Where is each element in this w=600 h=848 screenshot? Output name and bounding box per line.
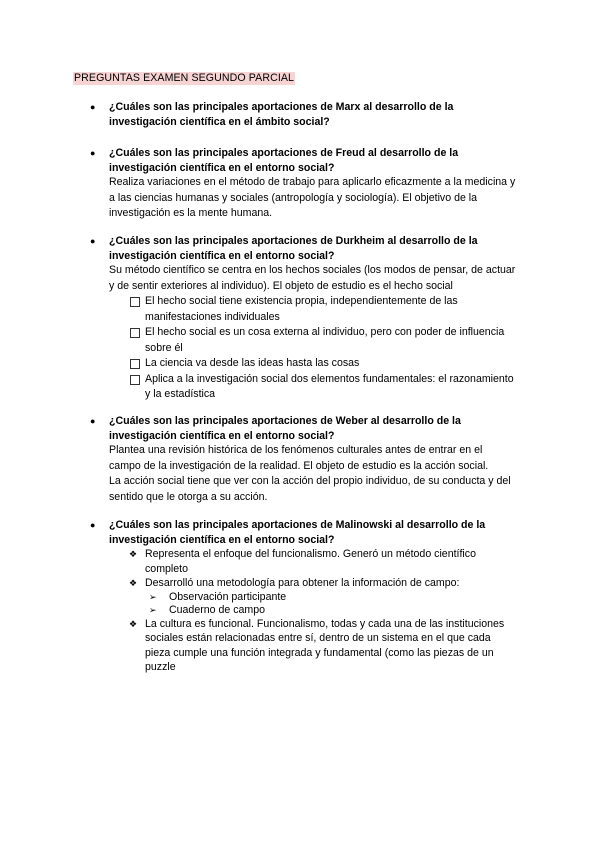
checkbox-list: [109, 294, 517, 403]
diamond-bullet-icon: ❖: [129, 618, 138, 629]
arrow-bullet-icon: ➢: [149, 591, 157, 602]
subpoint-item: [129, 591, 517, 604]
checkbox-item: [129, 294, 517, 325]
point-text: Desarrolló una metodología para obtener la información de campo:: [145, 577, 460, 589]
point-list: [109, 547, 517, 675]
question-durkheim: [87, 234, 517, 403]
bullet-icon: ●: [90, 236, 96, 246]
document-title: PREGUNTAS EXAMEN SEGUNDO PARCIAL: [74, 72, 295, 84]
checkbox-label: Aplica a la investigación social dos elementos fundamentales: el razonamiento y la estadística: [145, 372, 514, 400]
answer-text: Plantea una revisión histórica de los fenómenos culturales antes de entrar en el campo de la investigación de la realidad. El objeto de estudio es la acción social.: [109, 444, 489, 472]
question-text: ¿Cuáles son las principales aportaciones de Weber al desarrollo de la investigación científica en el entorno social?: [109, 415, 461, 442]
question-marx: [87, 100, 517, 129]
bullet-icon: ●: [90, 102, 96, 112]
checkbox-icon: [130, 359, 140, 369]
checkbox-item: [129, 325, 517, 356]
question-text: ¿Cuáles son las principales aportaciones de Durkheim al desarrollo de la investigación científica en el entorno social?: [109, 235, 478, 262]
checkbox-label: El hecho social tiene existencia propia, independientemente de las manifestaciones individuales: [145, 295, 458, 323]
question-text: ¿Cuáles son las principales aportaciones de Malinowski al desarrollo de la investigación científica en el entorno social?: [109, 519, 486, 546]
answer-text: Realiza variaciones en el método de trabajo para aplicarlo eficazmente a la medicina y a las ciencias humanas y sociales (antropología y sociología). El objetivo de la investigación es la mente humana.: [109, 176, 516, 219]
checkbox-label: El hecho social es un cosa externa al individuo, pero con poder de influencia sobre él: [145, 326, 505, 354]
question-weber: [87, 414, 517, 505]
subpoint-text: Observación participante: [169, 590, 287, 603]
question-text: ¿Cuáles son las principales aportaciones de Marx al desarrollo de la investigación científica en el ámbito social?: [109, 101, 454, 128]
point-item: [129, 617, 517, 675]
point-item: [129, 576, 517, 591]
checkbox-icon: [130, 297, 140, 307]
question-text: ¿Cuáles son las principales aportaciones de Freud al desarrollo de la investigación científica en el entorno social?: [109, 147, 459, 174]
bullet-icon: ●: [90, 148, 96, 158]
checkbox-label: La ciencia va desde las ideas hasta las cosas: [145, 357, 360, 369]
point-item: [129, 547, 517, 576]
diamond-bullet-icon: ❖: [129, 549, 138, 559]
checkbox-icon: [130, 375, 140, 385]
checkbox-item: [129, 372, 517, 403]
question-malinowski: [87, 518, 517, 675]
subpoint-item: [129, 604, 517, 617]
point-text: La cultura es funcional. Funcionalismo, todas y cada una de las instituciones sociales están relacionadas entre sí, dentro de un sistema en el que cada pieza cumple una función integrada y fundamental (como las piezas de un puzzle: [145, 617, 505, 673]
bullet-icon: ●: [90, 520, 96, 530]
diamond-bullet-icon: ❖: [129, 578, 138, 588]
answer-text-2: La acción social tiene que ver con la acción del propio individuo, de su conducta y del sentido que le otorga a su acción.: [109, 475, 511, 503]
question-freud: [87, 146, 517, 222]
checkbox-item: [129, 356, 517, 372]
checkbox-icon: [130, 328, 140, 338]
answer-text: Su método científico se centra en los hechos sociales (los modos de pensar, de actuar y de sentir exteriores al individuo). El objeto de estudio es el hecho social: [109, 264, 516, 292]
point-text: Representa el enfoque del funcionalismo. Generó un método científico completo: [145, 548, 476, 575]
subpoint-text: Cuaderno de campo: [169, 603, 265, 616]
arrow-bullet-icon: ➢: [149, 604, 157, 615]
bullet-icon: ●: [90, 416, 96, 426]
